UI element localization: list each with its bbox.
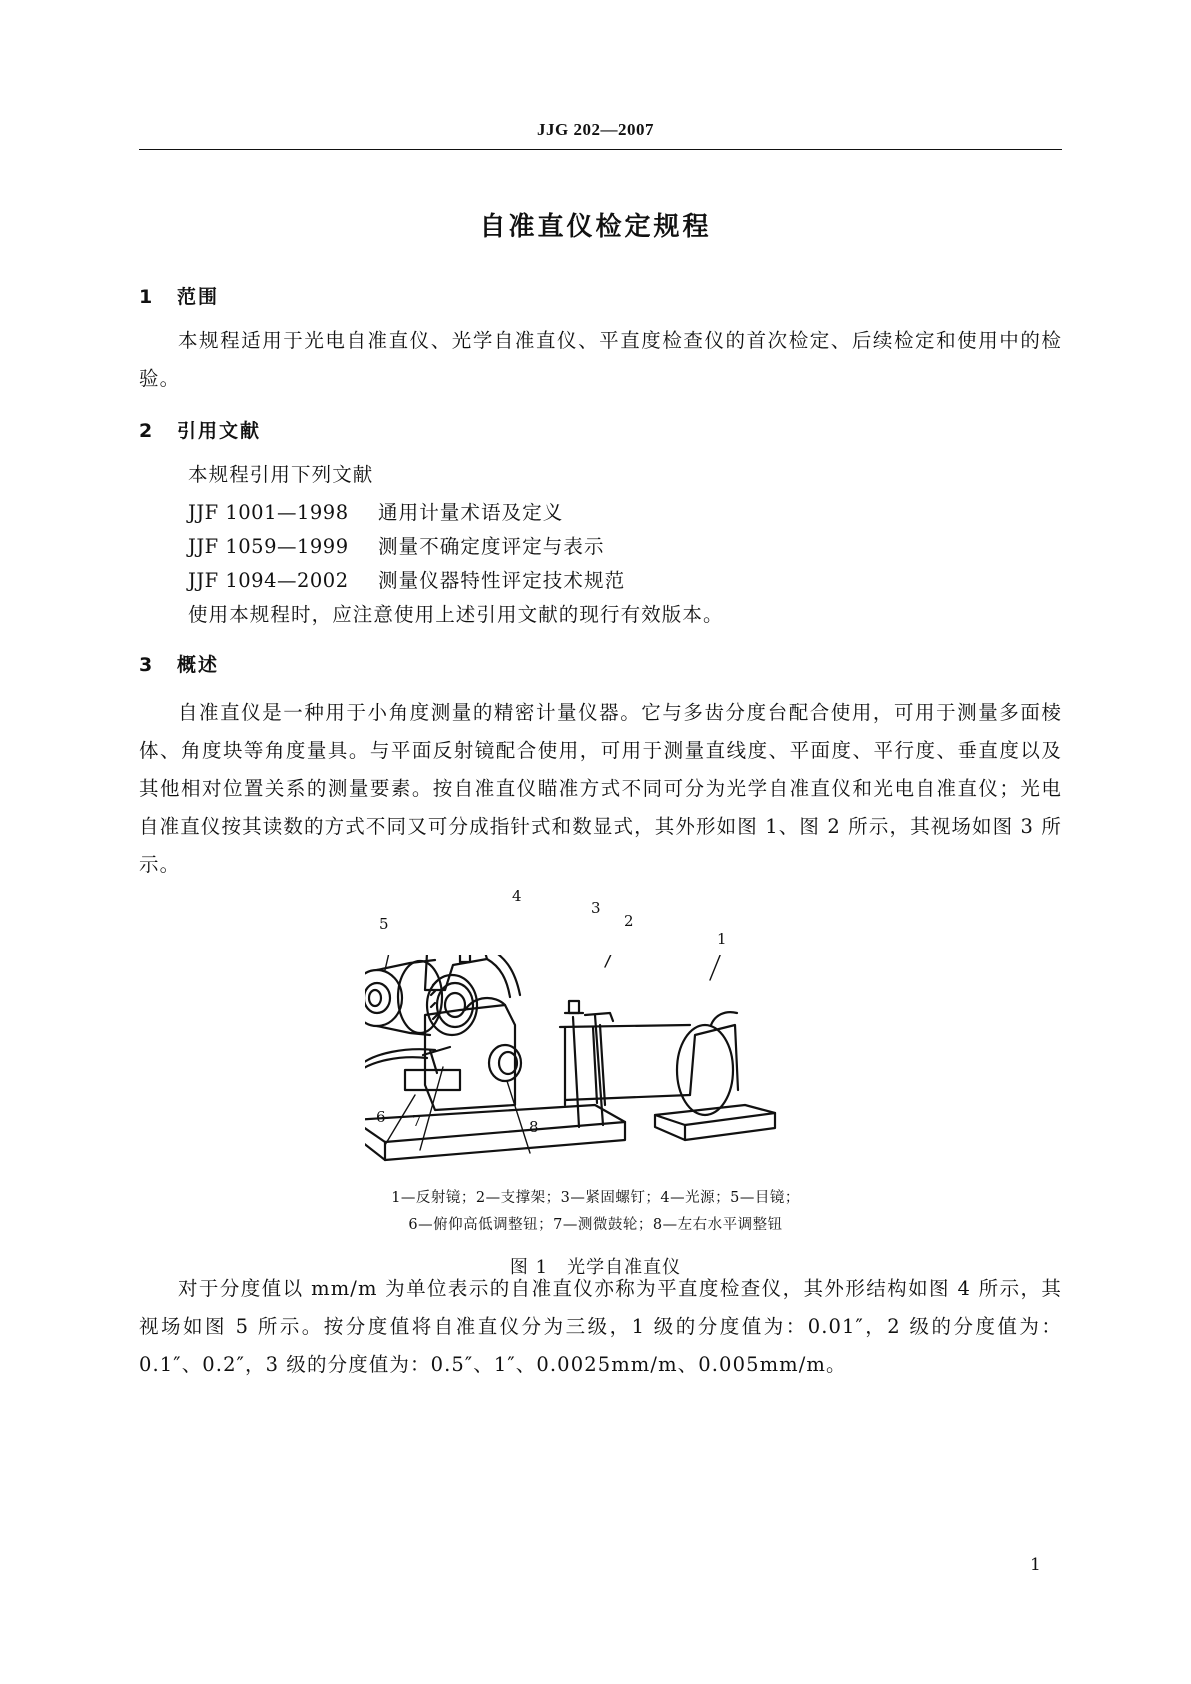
figure-label: 8	[529, 1118, 539, 1136]
reference-item	[188, 531, 605, 559]
header-rule	[139, 149, 1062, 150]
grades-paragraph: 对于分度值以 mm/m 为单位表示的自准直仪亦称为平直度检查仪，其外形结构如图 4 所示，其视场如图 5 所示。按分度值将自准直仪分为三级，1 级的分度值为：0.01″，2 级的分度值为：0.1″、0.2″，3 级的分度值为：0.5″、1″、0.0025mm/m、0.005mm/m。	[139, 1277, 1062, 1376]
leader-lines	[385, 955, 725, 1153]
page-number: 1	[1030, 1555, 1041, 1575]
reference-title: 测量不确定度评定与表示	[378, 535, 605, 558]
horizontal-adjust-knob	[489, 1045, 521, 1081]
figure-label: 6	[376, 1108, 386, 1126]
section-title: 引用文献	[177, 420, 262, 442]
eyepiece	[365, 960, 442, 1035]
section-number: 1	[139, 286, 153, 308]
scope-paragraph: 本规程适用于光电自准直仪、光学自准直仪、平直度检查仪的首次检定、后续检定和使用中的检验。	[139, 329, 1062, 390]
section-title: 范围	[177, 286, 220, 308]
figure-legend: 1—反射镜；2—支撑架；3—紧固螺钉；4—光源；5—目镜；	[391, 1190, 800, 1206]
section-number: 2	[139, 420, 153, 442]
figure-label: 1	[717, 930, 727, 948]
overview-paragraph: 自准直仪是一种用于小角度测量的精密计量仪器。它与多齿分度台配合使用，可用于测量多面棱体、角度块等角度量具。与平面反射镜配合使用，可用于测量直线度、平面度、平行度、垂直度以及其他相对位置关系的测量要素。按自准直仪瞄准方式不同可分为光学自准直仪和光电自准直仪；光电自准直仪按其读数的方式不同又可分成指针式和数显式，其外形如图 1、图 2 所示，其视场如图 3 所示。	[139, 701, 1062, 876]
mirror-stand	[655, 1012, 775, 1140]
figure-label: 5	[379, 915, 389, 933]
reference-item	[188, 497, 563, 525]
figure-label: 4	[512, 887, 522, 905]
main-tube	[560, 1013, 690, 1105]
running-header: JJG 202—2007	[537, 120, 654, 139]
reference-code: JJF 1059—1999	[188, 535, 349, 558]
references-note: 使用本规程时，应注意使用上述引用文献的现行有效版本。	[188, 603, 724, 626]
section-heading-scope	[139, 282, 219, 309]
reference-title: 测量仪器特性评定技术规范	[378, 569, 626, 592]
references-intro: 本规程引用下列文献	[188, 463, 374, 486]
clamping-screw	[565, 1001, 583, 1013]
support-frame	[573, 1015, 603, 1127]
reference-title: 通用计量术语及定义	[378, 501, 564, 524]
section-heading-references	[139, 416, 261, 443]
figure-autocollimator	[365, 955, 845, 1225]
tilt-adjust-knob	[405, 1047, 460, 1090]
section-heading-overview	[139, 650, 219, 677]
reference-code: JJF 1001—1998	[188, 501, 349, 524]
light-source	[425, 955, 520, 997]
figure-label: 2	[624, 912, 634, 930]
figure-caption: 图 1 光学自准直仪	[509, 1257, 682, 1278]
figure-label: 3	[591, 899, 601, 917]
figure-legend: 6—俯仰高低调整钮；7—测微鼓轮；8—左右水平调整钮	[408, 1217, 783, 1233]
reference-item	[188, 565, 625, 593]
section-title: 概述	[177, 654, 220, 676]
figure-label: 7	[412, 1112, 422, 1130]
section-number: 3	[139, 654, 153, 676]
reference-code: JJF 1094—2002	[188, 569, 349, 592]
document-title: 自准直仪检定规程	[479, 212, 712, 242]
